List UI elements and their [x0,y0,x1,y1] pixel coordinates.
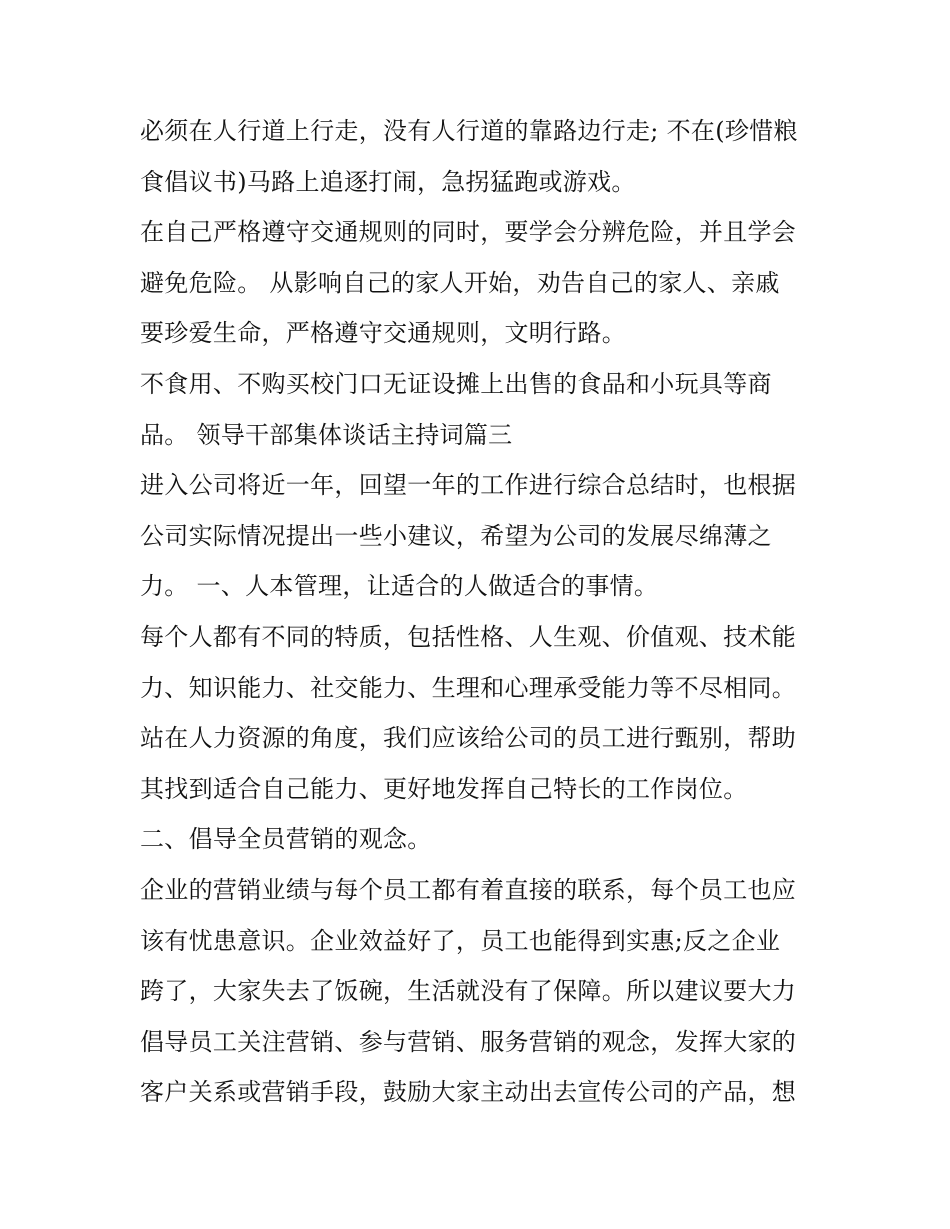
text-line: 避免危险。 从影响自己的家人开始，劝告自己的家人、亲戚 [140,268,780,297]
text-line: 每个人都有不同的特质，包括性格、人生观、价值观、技术能 [140,622,797,651]
text-line: 客户关系或营销手段，鼓励大家主动出去宣传公司的产品，想 [140,1078,797,1107]
text-line: 食倡议书)马路上追逐打闹，急拐猛跑或游戏。 [140,167,636,196]
text-line: 要珍爱生命，严格遵守交通规则，文明行路。 [140,319,626,348]
text-line: 二、倡导全员营销的观念。 [140,825,432,854]
text-line: 品。 领导干部集体谈话主持词篇三 [140,420,513,449]
text-line: 倡导员工关注营销、参与营销、服务营销的观念，发挥大家的 [140,1027,797,1056]
text-line: 该有忧患意识。企业效益好了，员工也能得到实惠;反之企业 [140,926,781,955]
text-line: 力、知识能力、社交能力、生理和心理承受能力等不尽相同。 [140,673,797,702]
text-line: 在自己严格遵守交通规则的同时，要学会分辨危险，并且学会 [140,218,797,247]
text-line: 不食用、不购买校门口无证设摊上出售的食品和小玩具等商 [140,369,772,398]
text-line: 力。 一、人本管理，让适合的人做适合的事情。 [140,572,659,601]
text-line: 其找到适合自己能力、更好地发挥自己特长的工作岗位。 [140,774,748,803]
text-line: 跨了，大家失去了饭碗，生活就没有了保障。所以建议要大力 [140,977,797,1006]
text-line: 必须在人行道上行走，没有人行道的靠路边行走; 不在(珍惜粮 [140,117,798,145]
document-body [140,106,815,1118]
text-line: 企业的营销业绩与每个员工都有着直接的联系，每个员工也应 [140,875,797,904]
text-line: 进入公司将近一年，回望一年的工作进行综合总结时，也根据 [140,471,797,500]
text-line: 站在人力资源的角度，我们应该给公司的员工进行甄别，帮助 [140,724,797,753]
text-line: 公司实际情况提出一些小建议，希望为公司的发展尽绵薄之 [140,521,772,550]
